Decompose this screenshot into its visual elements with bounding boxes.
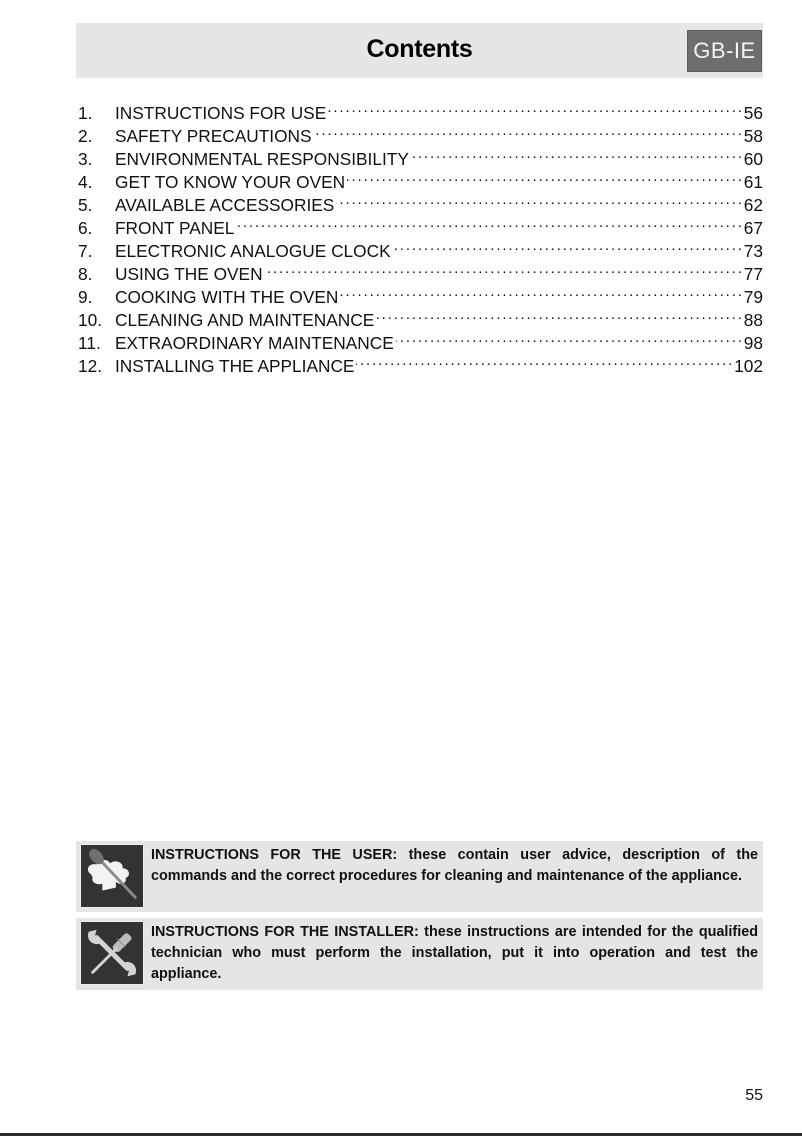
toc-page-number: 61 xyxy=(743,172,763,192)
toc-number: 5. xyxy=(78,195,93,215)
toc-title: CLEANING AND MAINTENANCE xyxy=(115,310,375,330)
dot-leader xyxy=(336,188,740,211)
toc-page-number: 56 xyxy=(743,103,763,123)
toc-number: 11. xyxy=(78,333,101,353)
toc-page-number: 73 xyxy=(743,241,763,261)
dot-leader xyxy=(411,142,741,165)
user-instructions-notice xyxy=(76,841,763,912)
toc-title: ELECTRONIC ANALOGUE CLOCK xyxy=(115,241,391,261)
dot-leader xyxy=(396,326,741,349)
dot-leader xyxy=(376,303,741,326)
toc-page-number: 88 xyxy=(743,310,763,330)
installer-instructions-notice xyxy=(76,918,763,990)
dot-leader xyxy=(356,349,731,372)
toc-title: ENVIRONMENTAL RESPONSIBILITY xyxy=(115,149,409,169)
user-instructions-text: INSTRUCTIONS FOR THE USER: these contain user advice, description of the commands and the correct procedures for cleaning and maintenance of the appliance. xyxy=(151,847,758,884)
region-badge: GB-IE xyxy=(687,30,762,72)
toc-number: 7. xyxy=(78,241,93,261)
dot-leader xyxy=(393,234,741,257)
toc-number: 8. xyxy=(78,264,93,284)
toc-number: 2. xyxy=(78,126,93,146)
installer-instructions-text: INSTRUCTIONS FOR THE INSTALLER: these instructions are intended for the qualified technician who must perform the installation, put it into operation and test the appliance. xyxy=(151,924,758,982)
wrench-screwdriver-icon xyxy=(80,921,144,985)
toc-title: INSTALLING THE APPLIANCE xyxy=(115,356,355,376)
toc-page-number: 102 xyxy=(734,356,763,376)
dot-leader xyxy=(328,96,741,119)
toc-number: 10. xyxy=(78,310,103,330)
toc-title: SAFETY PRECAUTIONS xyxy=(115,126,312,146)
dot-leader xyxy=(347,165,741,188)
toc-title: EXTRAORDINARY MAINTENANCE xyxy=(115,333,394,353)
table-of-contents xyxy=(78,96,763,376)
toc-title: GET TO KNOW YOUR OVEN xyxy=(115,172,346,192)
contents-header xyxy=(76,23,763,78)
toc-page-number: 62 xyxy=(743,195,763,215)
toc-page-number: 98 xyxy=(743,333,763,353)
toc-page-number: 60 xyxy=(743,149,763,169)
dot-leader xyxy=(265,257,741,280)
toc-number: 12. xyxy=(78,356,103,376)
dot-leader xyxy=(340,280,740,303)
page-number: 55 xyxy=(745,1087,763,1104)
toc-title: AVAILABLE ACCESSORIES xyxy=(115,195,335,215)
toc-title: INSTRUCTIONS FOR USE xyxy=(115,103,327,123)
toc-title: USING THE OVEN xyxy=(115,264,263,284)
toc-title: COOKING WITH THE OVEN xyxy=(115,287,339,307)
toc-number: 6. xyxy=(78,218,93,238)
page-title: Contents xyxy=(366,35,473,63)
toc-number: 1. xyxy=(78,103,93,123)
dot-leader xyxy=(314,119,741,142)
toc-title: FRONT PANEL xyxy=(115,218,235,238)
toc-page-number: 58 xyxy=(743,126,763,146)
toc-number: 4. xyxy=(78,172,93,192)
chef-hat-spoon-icon xyxy=(80,844,144,908)
dot-leader xyxy=(236,211,740,234)
toc-number: 9. xyxy=(78,287,93,307)
toc-page-number: 77 xyxy=(743,264,763,284)
toc-page-number: 67 xyxy=(743,218,763,238)
toc-entry-instructions-for-use[interactable] xyxy=(78,96,763,123)
toc-page-number: 79 xyxy=(743,287,763,307)
toc-number: 3. xyxy=(78,149,93,169)
